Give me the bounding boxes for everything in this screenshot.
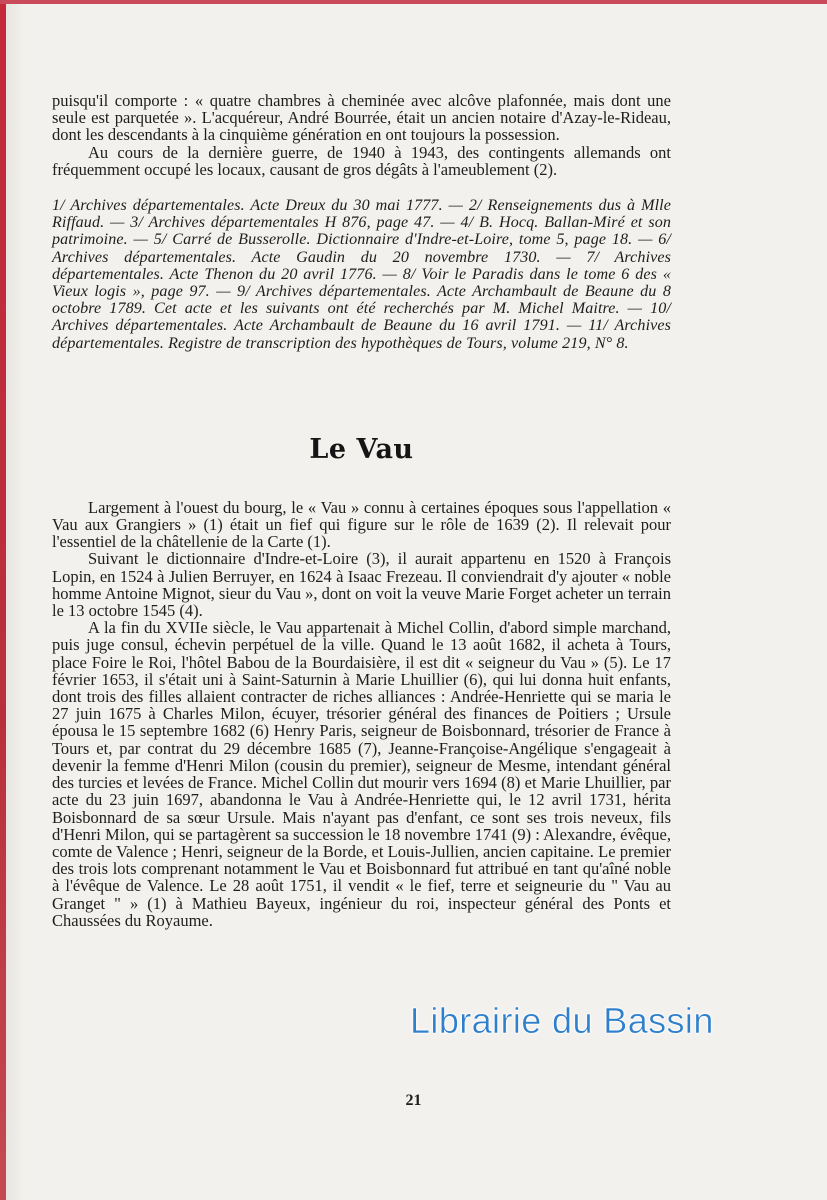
body-paragraph-2: Suivant le dictionnaire d'Indre-et-Loire (3), il aurait appartenu en 1520 à François Lopin, en 1524 à Julien Berruyer, en 1624 à Isaac Frezeau. Il conviendrait d'y ajouter « noble homme Antoine Mignot, sieur du Vau », dont on voit la veuve Marie Forget acheter un terrain le 13 octobre 1545 (4). <box>52 549 671 621</box>
section-title: Le Vau <box>309 433 414 465</box>
body-paragraph-1: Largement à l'ouest du bourg, le « Vau » connu à certaines époques sous l'appellation « Vau aux Grangiers » (1) était un fief qui figure sur le rôle de 1639 (2). Il relevait pour l'essentiel de la châtellenie de la Carte (1). <box>52 497 671 552</box>
bookseller-watermark: Librairie du Bassin <box>410 1000 714 1041</box>
red-cover-top-edge <box>0 0 827 4</box>
page-content <box>52 92 671 929</box>
body-paragraph-3: A la fin du XVIIe siècle, le Vau appartenait à Michel Collin, d'abord simple marchand, puis juge consul, échevin perpétuel de la ville. Quand le 13 août 1682, il acheta à Tours, place Foire le Roi, l'hôtel Babou de la Bourdaisière, il est dit « seigneur du Vau » (5). Le 17 février 1653, il s'était uni à Saint-Saturnin à Marie Lhuillier (6), qui lui donna huit enfants, dont trois des filles allaient contracter de riches alliances : Andrée-Henriette qui se maria le 27 juin 1675 à Charles Milon, écuyer, trésorier général des finances de Poitiers ; Ursule épousa le 15 septembre 1682 (6) Henry Paris, seigneur de Boisbonnard, trésorier de France à Tours et, par contrat du 29 décembre 1685 (7), Jeanne-Françoise-Angélique s'engageait à devenir la femme d'Henri Milon (cousin du premier), seigneur de Mesme, intendant général des turcies et levées de France. Michel Collin dut mourir vers 1694 (8) et Marie Lhuillier, par acte du 23 juin 1697, abandonna le Vau à Andrée-Henriette qui, le 12 avril 1731, hérita Boisbonnard de sa sœur Ursule. Mais n'ayant pas d'enfant, ce sont ses trois neveux, fils d'Henri Milon, qui se partagèrent sa succession le 18 novembre 1741 (9) : Alexandre, évêque, comte de Valence ; Henri, seigneur de la Borde, et Louis-Jullien, ancien capitaine. Le premier des trois lots comprenant notamment le Vau et Boisbonnard fut attribué en tant qu'aîné noble à l'évêque de Valence. Le 28 août 1751, il vendit « le fief, terre et seigneurie du " Vau au Granget " » (1) à Mathieu Bayeux, ingénieur du roi, inspecteur général des Ponts et Chaussées du Royaume. <box>52 618 671 930</box>
red-cover-edge <box>0 0 6 1200</box>
paragraph-continuation: puisqu'il comporte : « quatre chambres à cheminée avec alcôve plafonnée, mais dont une seule est parquetée ». L'acquéreur, André Bourrée, était un ancien notaire d'Azay-le-Rideau, dont les descendants à la cinquième génération en ont toujours la possession. <box>52 91 671 145</box>
page-number: 21 <box>405 1092 422 1109</box>
paragraph-war: Au cours de la dernière guerre, de 1940 à 1943, des contingents allemands ont fréquemment occupé les locaux, causant de gros dégâts à l'ameublement (2). <box>52 142 671 179</box>
footnotes: 1/ Archives départementales. Acte Dreux du 30 mai 1777. — 2/ Renseignements dus à Mlle Riffaud. — 3/ Archives départementales H 876, page 47. — 4/ B. Hocq. Ballan-Miré et son patrimoine. — 5/ Carré de Busserolle. Dictionnaire d'Indre-et-Loire, tome 5, page 18. — 6/ Archives départementales. Acte Gaudin du 20 novembre 1730. — 7/ Archives départementales. Acte Thenon du 20 avril 1776. — 8/ Voir le Paradis dans le tome 6 des « Vieux logis », page 97. — 9/ Archives départementales. Acte Archambault de Beaune du 8 octobre 1789. Cet acte et les suivants ont été recherchés par M. Michel Maitre. — 10/ Archives départementales. Acte Archambault de Beaune du 16 avril 1791. — 11/ Archives départementales. Registre de transcription des hypothèques de Tours, volume 219, N° 8. <box>52 197 671 352</box>
